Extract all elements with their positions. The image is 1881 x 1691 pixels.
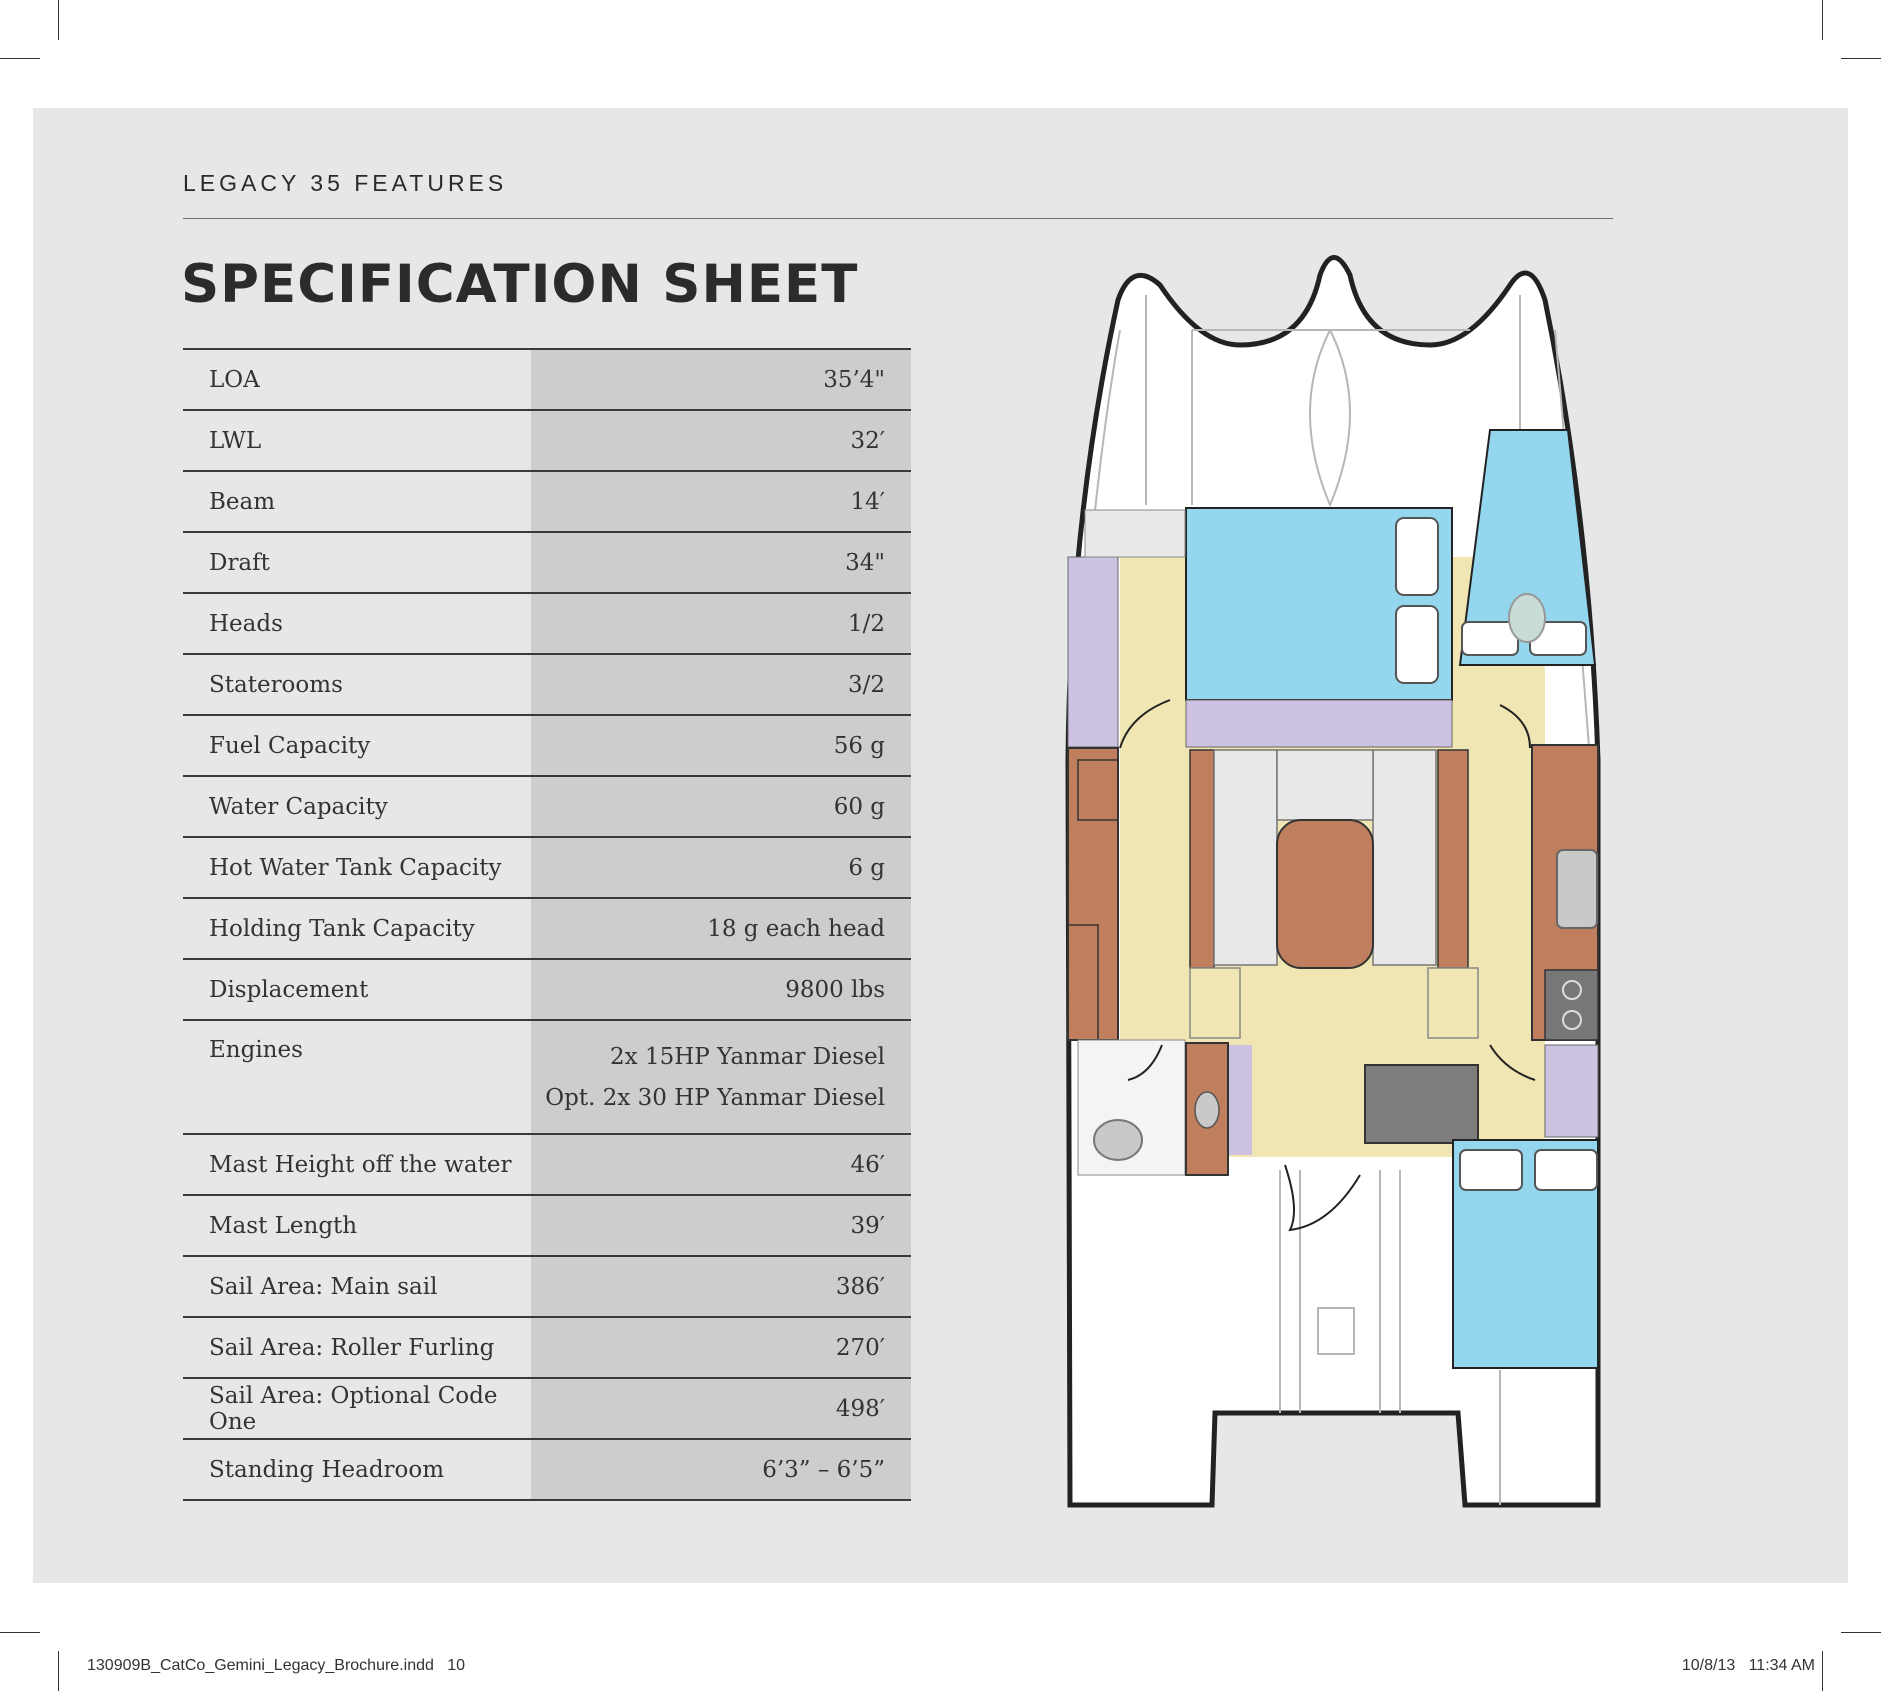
step — [1428, 968, 1478, 1038]
toilet-icon — [1509, 594, 1545, 642]
storage — [1068, 557, 1118, 747]
spec-label: Water Capacity — [209, 793, 388, 820]
toilet-icon — [1094, 1120, 1142, 1160]
spec-value: 18 g each head — [531, 899, 911, 958]
step — [1190, 968, 1240, 1038]
spec-value: 3/2 — [531, 655, 911, 714]
sink-icon — [1557, 850, 1597, 928]
spec-row-lwl — [183, 409, 911, 470]
settee — [1214, 750, 1277, 965]
spec-value-line: 2x 15HP Yanmar Diesel — [610, 1044, 885, 1070]
saloon-bench — [1190, 750, 1214, 968]
header-rule — [183, 218, 1613, 219]
section-kicker: LEGACY 35 FEATURES — [183, 170, 508, 196]
crop-mark — [1841, 1632, 1881, 1633]
spec-value: 386′ — [531, 1257, 911, 1316]
spec-row-heads — [183, 592, 911, 653]
crop-mark — [58, 1651, 59, 1691]
spec-row-fuel — [183, 714, 911, 775]
spec-value — [531, 1021, 911, 1133]
spec-value: 498′ — [531, 1379, 911, 1438]
spec-value: 46′ — [531, 1135, 911, 1194]
spec-label: LWL — [209, 427, 262, 454]
spec-value: 9800 lbs — [531, 960, 911, 1019]
spec-label: Holding Tank Capacity — [209, 915, 475, 942]
spec-row-mast-length — [183, 1194, 911, 1255]
spec-label: Staterooms — [209, 671, 343, 698]
spec-row-engines — [183, 1019, 911, 1133]
spec-value: 14′ — [531, 472, 911, 531]
spec-row-roller-furling — [183, 1316, 911, 1377]
spec-row-staterooms — [183, 653, 911, 714]
spec-label: Sail Area: Roller Furling — [209, 1334, 495, 1361]
spec-value: 270′ — [531, 1318, 911, 1377]
spec-label: Beam — [209, 488, 276, 515]
spec-value: 1/2 — [531, 594, 911, 653]
spec-row-hot-water — [183, 836, 911, 897]
crop-mark — [58, 0, 59, 40]
crop-mark — [1822, 0, 1823, 40]
saloon-table — [1277, 820, 1373, 968]
deck-hatch — [1318, 1308, 1354, 1354]
spec-value: 34" — [531, 533, 911, 592]
page-title: SPECIFICATION SHEET — [181, 254, 859, 315]
spec-row-beam — [183, 470, 911, 531]
spec-row-draft — [183, 531, 911, 592]
spec-row-headroom — [183, 1438, 911, 1501]
spec-value: 6 g — [531, 838, 911, 897]
spec-row-mast-height — [183, 1133, 911, 1194]
crop-mark — [0, 58, 40, 59]
spec-value: 56 g — [531, 716, 911, 775]
spec-row-holding-tank — [183, 897, 911, 958]
spec-row-displacement — [183, 958, 911, 1019]
spec-label: Sail Area: Main sail — [209, 1273, 438, 1300]
storage — [1545, 1045, 1598, 1137]
cabin-berth — [1396, 606, 1438, 683]
spec-value: 60 g — [531, 777, 911, 836]
spec-row-main-sail — [183, 1255, 911, 1316]
spec-label: Mast Height off the water — [209, 1151, 512, 1178]
storage — [1228, 1045, 1252, 1155]
crop-mark — [1822, 1651, 1823, 1691]
settee — [1373, 750, 1436, 965]
storage — [1186, 700, 1452, 747]
spec-label: Standing Headroom — [209, 1456, 445, 1483]
spec-value: 35’4" — [531, 350, 911, 409]
spec-label: Displacement — [209, 976, 369, 1003]
crop-mark — [1841, 58, 1881, 59]
spec-value: 39′ — [531, 1196, 911, 1255]
spec-label: Mast Length — [209, 1212, 358, 1239]
spec-value: 32′ — [531, 411, 911, 470]
spec-label: Sail Area: Optional Code One — [209, 1382, 498, 1435]
deck-plan-illustration — [1050, 245, 1610, 1525]
spec-label: Engines — [209, 1037, 303, 1063]
nav-station — [1365, 1065, 1478, 1143]
storage — [1085, 510, 1185, 557]
spec-value-line: Opt. 2x 30 HP Yanmar Diesel — [545, 1085, 885, 1111]
cabin-berth — [1460, 1150, 1522, 1190]
saloon-bench — [1438, 750, 1468, 968]
sink-icon — [1195, 1092, 1219, 1128]
spec-label: Hot Water Tank Capacity — [209, 854, 502, 881]
cabin-berth — [1396, 518, 1438, 595]
spec-value: 6’3” – 6’5” — [531, 1440, 911, 1499]
spec-label: Heads — [209, 610, 283, 637]
spec-row-loa — [183, 348, 911, 409]
spec-label: Draft — [209, 549, 270, 576]
port-galley-counter — [1068, 748, 1118, 1040]
footer-timestamp: 10/8/13 11:34 AM — [1681, 1657, 1815, 1674]
settee — [1277, 750, 1373, 820]
spec-row-code-one — [183, 1377, 911, 1438]
spec-table — [183, 348, 911, 1501]
spec-label: LOA — [209, 366, 260, 393]
cabin-berth — [1535, 1150, 1597, 1190]
crop-mark — [0, 1632, 40, 1633]
spec-row-water — [183, 775, 911, 836]
footer-filename: 130909B_CatCo_Gemini_Legacy_Brochure.indd 10 — [87, 1657, 466, 1674]
spec-label: Fuel Capacity — [209, 732, 371, 759]
